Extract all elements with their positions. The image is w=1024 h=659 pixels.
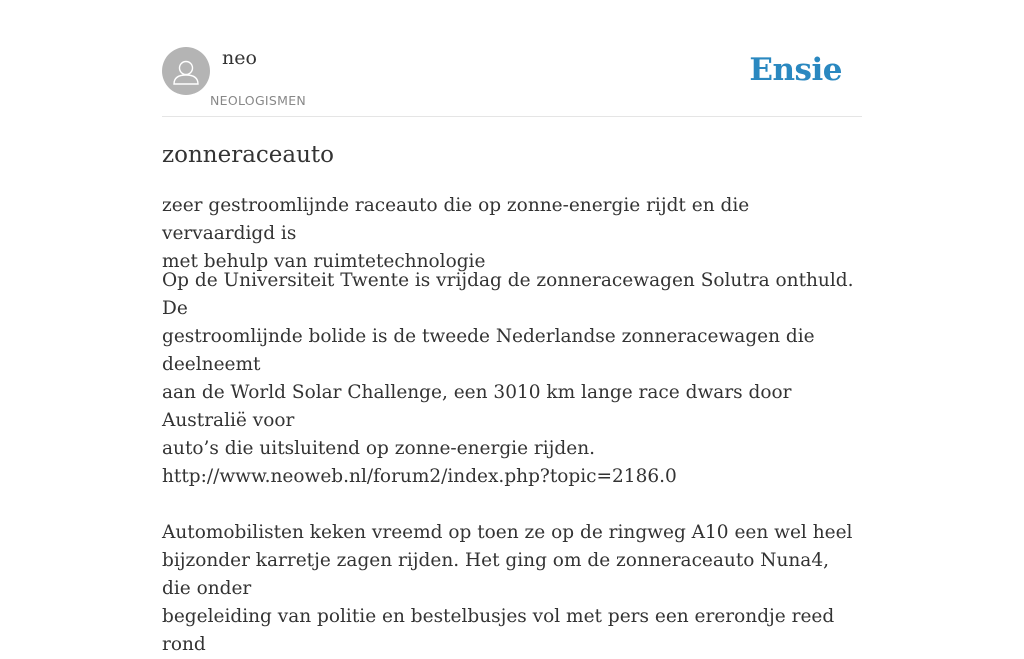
entry-definition [162, 192, 862, 276]
body-line: aan de World Solar Challenge, een 3010 km lange race dwars door Australië voor [162, 382, 792, 431]
section-label[interactable]: NEOLOGISMEN [210, 93, 307, 108]
page [162, 0, 862, 655]
entry-body [162, 267, 862, 659]
body-line: Op de Universiteit Twente is vrijdag de zonneracewagen Solutra onthuld. De [162, 270, 854, 319]
source-link[interactable]: http://www.neoweb.nl/forum2/index.php?topic=2186.0 [162, 466, 677, 487]
body-line: bijzonder karretje zagen rijden. Het ging om de zonneraceauto Nuna4, die onder [162, 550, 829, 599]
definition-line: zeer gestroomlijnde raceauto die op zonne-energie rijdt en die vervaardigd is [162, 195, 750, 244]
header [162, 0, 862, 117]
author-name[interactable]: neo [222, 47, 257, 69]
body-line: gestroomlijnde bolide is de tweede Nederlandse zonneracewagen die deelneemt [162, 326, 815, 375]
body-line: Automobilisten keken vreemd op toen ze op de ringweg A10 een wel heel [162, 522, 853, 543]
author-avatar[interactable] [162, 47, 210, 95]
brand-logo[interactable]: Ensie [749, 52, 842, 88]
body-line: auto’s die uitsluitend op zonne-energie rijden. [162, 438, 595, 459]
body-line: begeleiding van politie en bestelbusjes vol met pers een ererondje reed rond [162, 606, 835, 655]
definition-line: met behulp van ruimtetechnologie [162, 251, 486, 272]
entry-title: zonneraceauto [162, 142, 335, 168]
paragraph-spacer [162, 491, 862, 519]
user-avatar-icon [162, 47, 210, 95]
